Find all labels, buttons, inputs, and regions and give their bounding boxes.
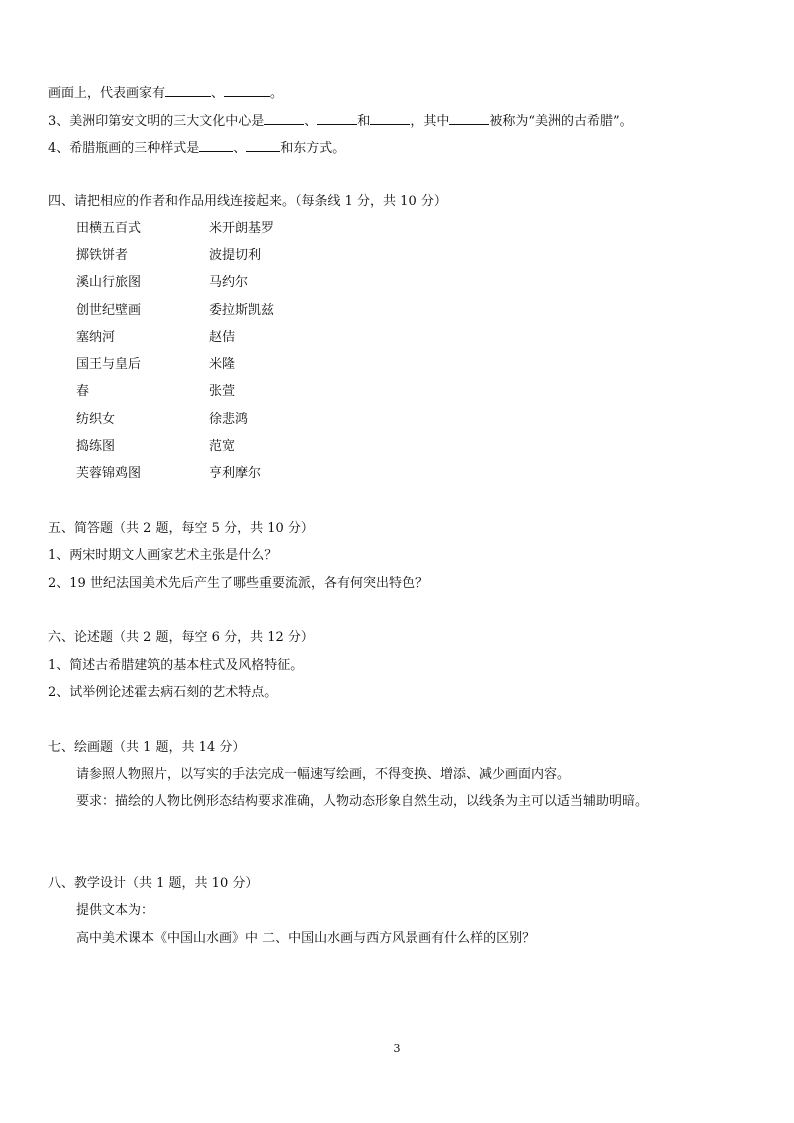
work-item: 溪山行旅图 (76, 275, 142, 290)
section-7-requirement: 要求：描绘的人物比例形态结构要求准确，人物动态形象自然生动，以线条为主可以适当辅助明暗。 (76, 794, 649, 809)
blank (317, 112, 357, 125)
artist-item: 马约尔 (209, 275, 249, 290)
section-6-question-2: 2、试举例论述霍去病石刻的艺术特点。 (48, 685, 278, 700)
section-7-title: 七、绘画题（共 1 题，共 14 分） (48, 740, 246, 755)
blank (165, 84, 211, 97)
work-item: 塞纳河 (76, 330, 116, 345)
section-8-title: 八、教学设计（共 1 题，共 10 分） (48, 876, 259, 891)
work-item: 国王与皇后 (76, 357, 142, 372)
artist-item: 张萱 (209, 384, 236, 399)
section-6-question-1: 1、简述古希腊建筑的基本柱式及风格特征。 (48, 658, 304, 673)
blank (449, 112, 489, 125)
work-item: 创世纪壁画 (76, 303, 142, 318)
artist-item: 米隆 (209, 357, 236, 372)
work-item: 芙蓉锦鸡图 (76, 466, 142, 481)
fill-blank-line-1: 画面上，代表画家有 、 。 (48, 86, 284, 101)
blank (264, 112, 304, 125)
section-8-text: 高中美术课本《中国山水画》中 二、中国山水画与西方风景画有什么样的区别？ (76, 931, 536, 946)
question-4: 4、希腊瓶画的三种样式是 、 和东方式。 (48, 141, 346, 156)
blank (370, 112, 410, 125)
question-3: 3、美洲印第安文明的三大文化中心是 、 和 ，其中 被称为“美洲的古希腊”。 (48, 114, 633, 129)
work-item: 春 (76, 384, 90, 399)
artist-item: 米开朗基罗 (209, 221, 275, 236)
blank (224, 84, 270, 97)
artist-item: 波提切利 (209, 248, 262, 263)
work-item: 纺织女 (76, 412, 116, 427)
work-item: 捣练图 (76, 439, 116, 454)
section-5-question-1: 1、两宋时期文人画家艺术主张是什么？ (48, 548, 278, 563)
artist-item: 徐悲鸿 (209, 412, 249, 427)
section-8-text-intro: 提供文本为： (76, 903, 155, 918)
artist-item: 亨利摩尔 (209, 466, 262, 481)
work-item: 掷铁饼者 (76, 248, 129, 263)
work-item: 田横五百式 (76, 221, 142, 236)
page-number: 3 (393, 1042, 401, 1055)
section-4-title: 四、请把相应的作者和作品用线连接起来。（每条线 1 分，共 10 分） (48, 194, 447, 209)
section-6-title: 六、论述题（共 2 题，每空 6 分，共 12 分） (48, 630, 314, 645)
artist-item: 委拉斯凯兹 (209, 303, 275, 318)
blank (246, 139, 280, 152)
artist-item: 赵佶 (209, 330, 236, 345)
section-7-instruction: 请参照人物照片，以写实的手法完成一幅速写绘画，不得变换、增添、减少画面内容。 (76, 767, 571, 782)
artist-item: 范宽 (209, 439, 236, 454)
section-5-question-2: 2、19 世纪法国美术先后产生了哪些重要流派，各有何突出特色？ (48, 576, 428, 591)
section-5-title: 五、简答题（共 2 题，每空 5 分，共 10 分） (48, 521, 314, 536)
blank (199, 139, 233, 152)
